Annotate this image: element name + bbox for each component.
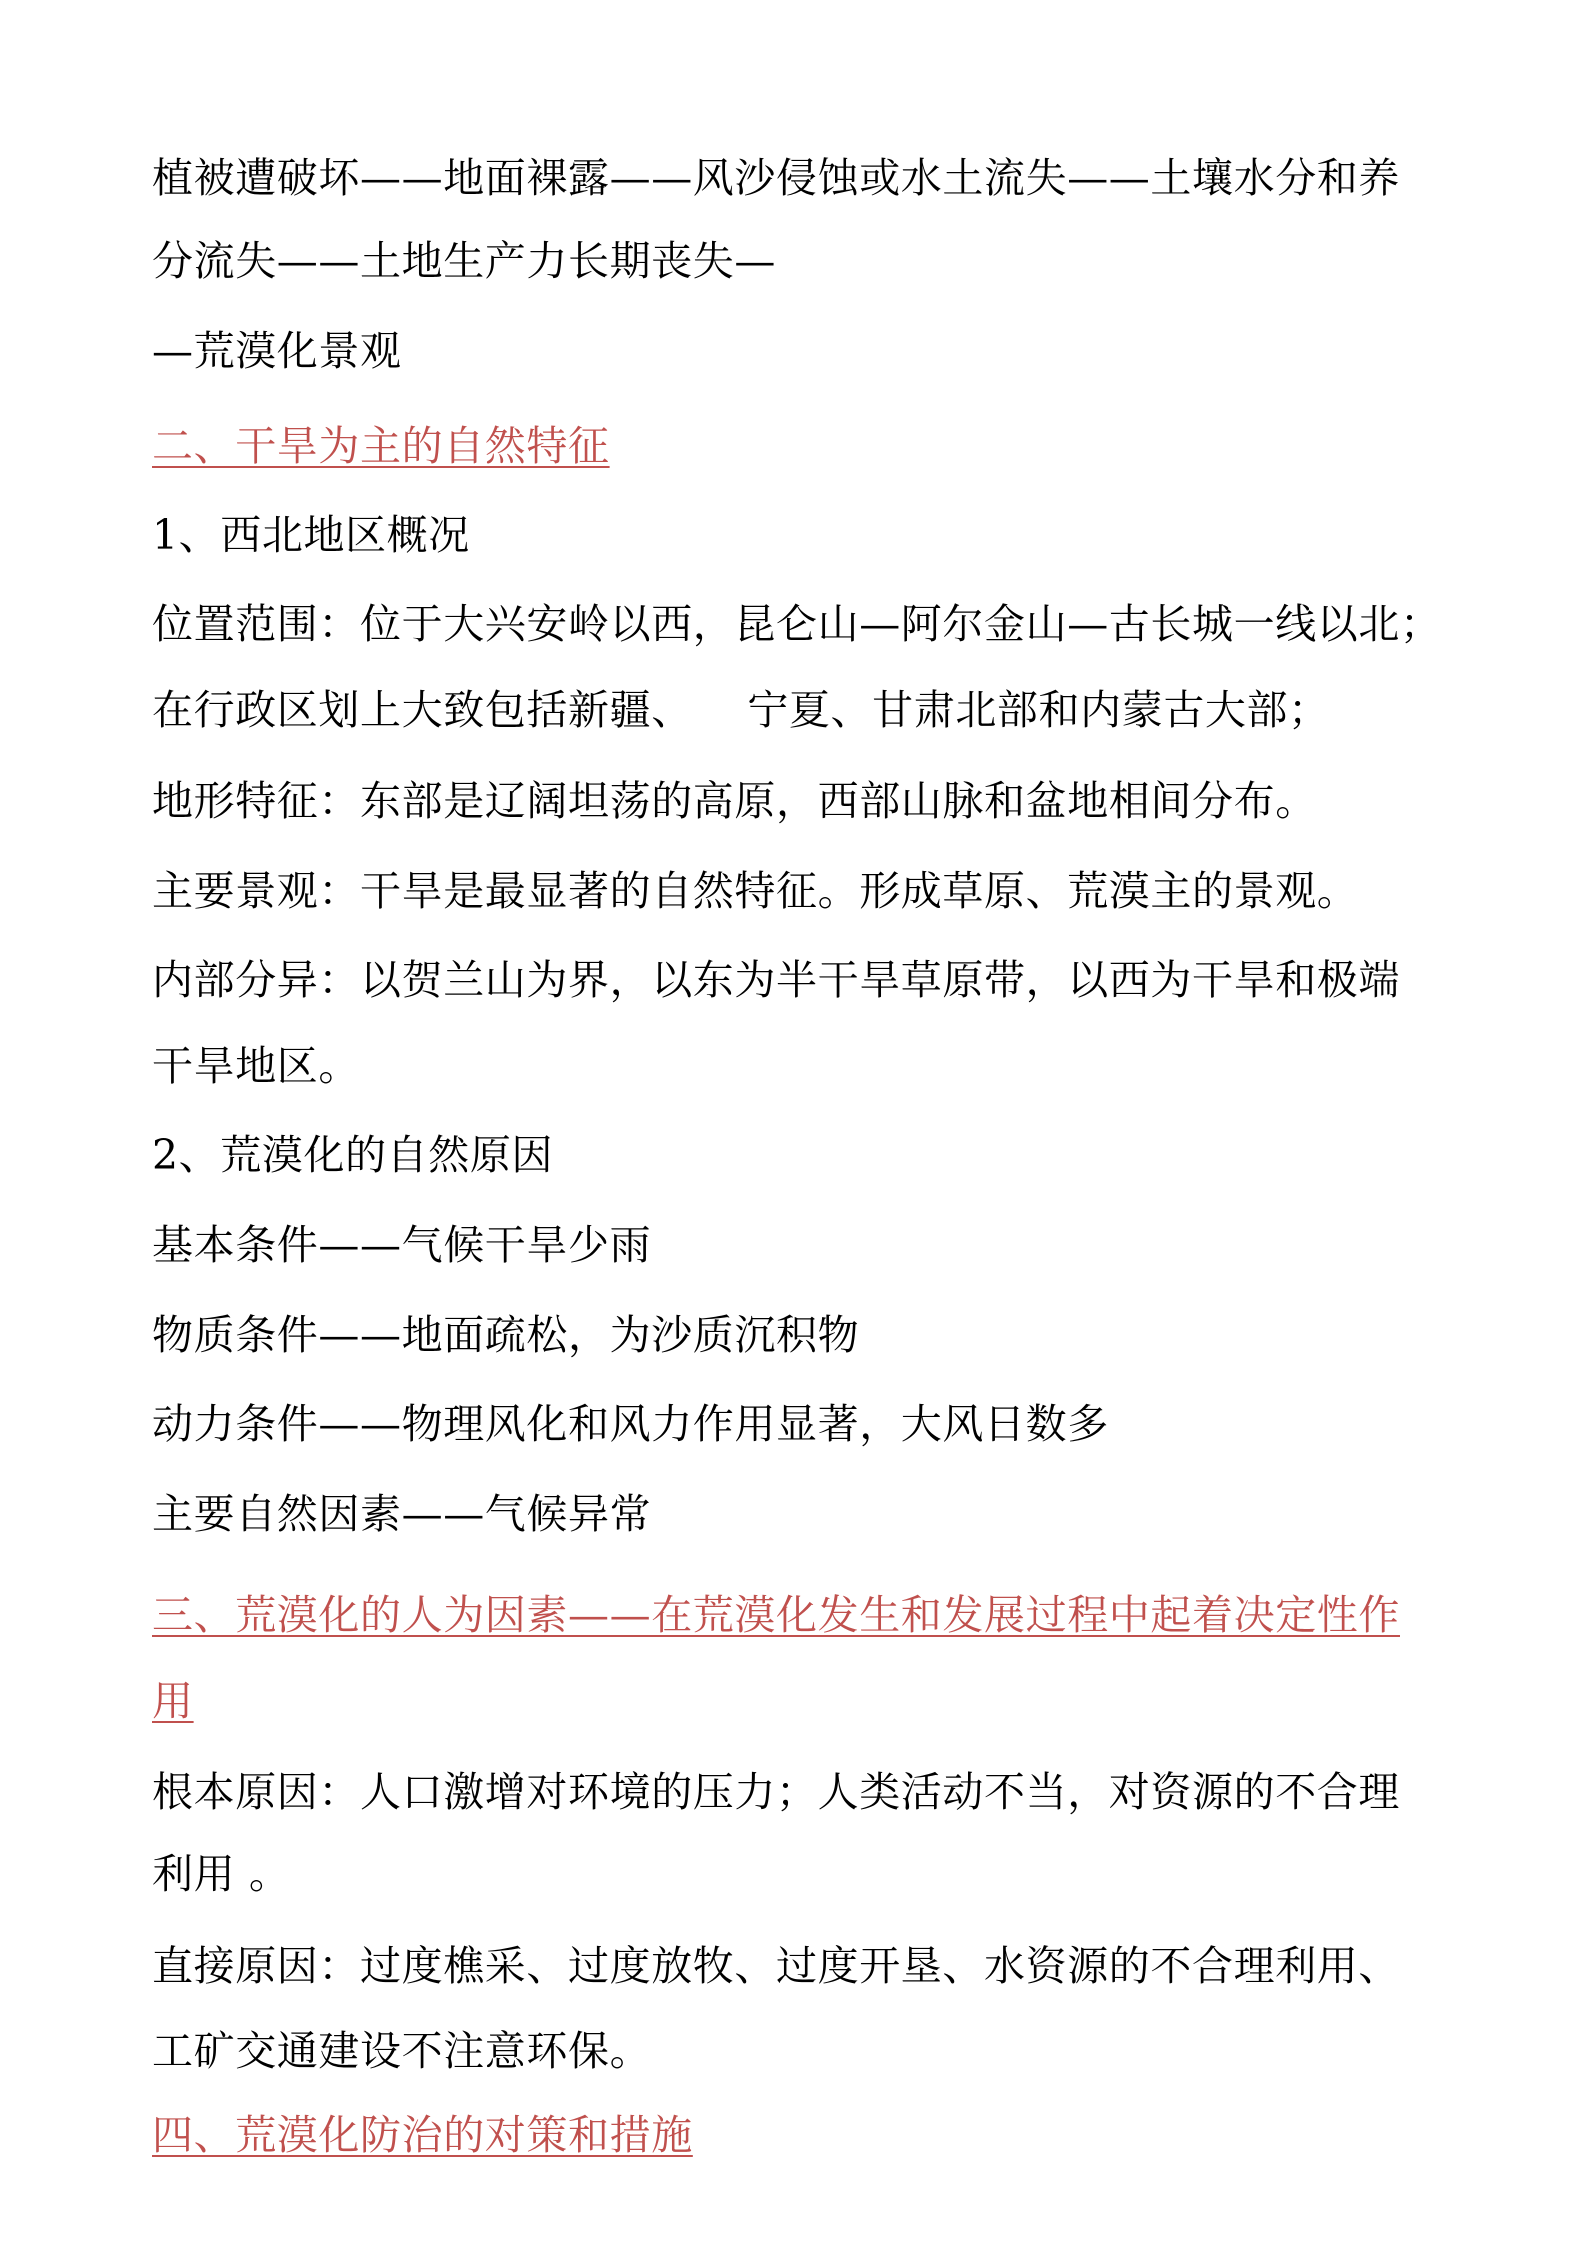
- paragraph-line: 在行政区划上大致包括新疆、 宁夏、甘肃北部和内蒙古大部；: [152, 686, 1330, 734]
- paragraph-line: 动力条件——物理风化和风力作用显著，大风日数多: [152, 1400, 1109, 1448]
- paragraph-line: 主要景观：干旱是最显著的自然特征。形成草原、荒漠主的景观。: [152, 867, 1359, 915]
- paragraph-line: 分流失——土地生产力长期丧失—: [152, 237, 776, 285]
- paragraph-line: 工矿交通建设不注意环保。: [152, 2027, 652, 2075]
- section-heading-3-continued: 用: [152, 1677, 194, 1725]
- section-heading-2: 二、干旱为主的自然特征: [152, 422, 610, 470]
- subsection-title: 1、西北地区概况: [152, 511, 470, 559]
- paragraph-line: 干旱地区。: [152, 1042, 360, 1090]
- section-heading-3: 三、荒漠化的人为因素——在荒漠化发生和发展过程中起着决定性作: [152, 1591, 1400, 1639]
- paragraph-line: 位置范围：位于大兴安岭以西，昆仑山—阿尔金山—古长城一线以北；: [152, 600, 1442, 648]
- paragraph-line: 植被遭破坏——地面裸露——风沙侵蚀或水土流失——土壤水分和养: [152, 154, 1400, 202]
- paragraph-line: 直接原因：过度樵采、过度放牧、过度开垦、水资源的不合理利用、: [152, 1942, 1400, 1990]
- paragraph-line: 利用 。: [152, 1850, 291, 1898]
- paragraph-line: 根本原因：人口激增对环境的压力；人类活动不当，对资源的不合理: [152, 1768, 1400, 1816]
- paragraph-line: 物质条件——地面疏松，为沙质沉积物: [152, 1311, 860, 1359]
- subsection-title: 2、荒漠化的自然原因: [152, 1131, 554, 1179]
- paragraph-line: 主要自然因素——气候异常: [152, 1490, 652, 1538]
- section-heading-4: 四、荒漠化防治的对策和措施: [152, 2111, 693, 2159]
- paragraph-line: 基本条件——气候干旱少雨: [152, 1221, 652, 1269]
- paragraph-line: 地形特征：东部是辽阔坦荡的高原，西部山脉和盆地相间分布。: [152, 777, 1317, 825]
- paragraph-line: —荒漠化景观: [152, 327, 402, 375]
- paragraph-line: 内部分异：以贺兰山为界，以东为半干旱草原带，以西为干旱和极端: [152, 956, 1400, 1004]
